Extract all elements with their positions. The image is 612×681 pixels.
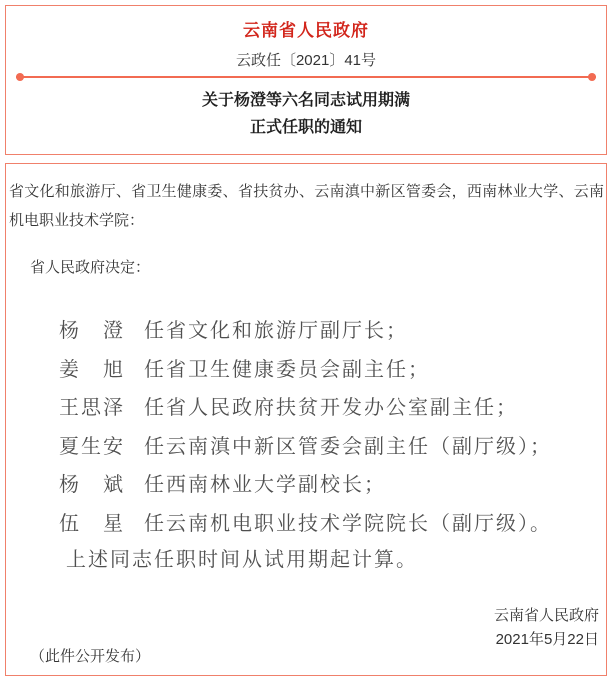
appointment-post: 任云南机电职业技术学院院长（副厅级）。 bbox=[144, 510, 552, 535]
appointment-row bbox=[59, 504, 606, 543]
appointee-name: 杨 斌 bbox=[59, 472, 125, 496]
signature-block bbox=[494, 604, 599, 652]
appointment-post: 任省文化和旅游厅副厅长； bbox=[144, 318, 408, 342]
header-box bbox=[5, 5, 607, 155]
closing-line: 上述同志任职时间从试用期起计算。 bbox=[66, 547, 418, 571]
divider-dot-right-icon bbox=[588, 73, 596, 81]
public-release-note: （此件公开发布） bbox=[30, 648, 151, 665]
appointment-post: 任省卫生健康委员会副主任； bbox=[144, 356, 430, 381]
doc-number: 云政任〔2021〕41号 bbox=[235, 52, 377, 69]
gov-title: 云南省人民政府 bbox=[243, 21, 369, 40]
appointment-post: 任云南滇中新区管委会副主任（副厅级）； bbox=[144, 433, 552, 458]
divider-dot-left-icon bbox=[16, 73, 24, 81]
appointee-name: 姜 旭 bbox=[59, 356, 125, 381]
appointment-row bbox=[59, 388, 606, 427]
appointee-name: 夏生安 bbox=[59, 433, 125, 458]
recipients-paragraph: 省文化和旅游厅、省卫生健康委、省扶贫办、云南滇中新区管委会，西南林业大学、云南机电职业技术学院： bbox=[9, 183, 604, 229]
decision-intro: 省人民政府决定： bbox=[30, 259, 151, 276]
appointment-post: 任西南林业大学副校长； bbox=[144, 472, 386, 496]
appointment-row bbox=[59, 465, 606, 504]
appointee-name: 王思泽 bbox=[59, 395, 125, 419]
signature-date: 2021年5月22日 bbox=[495, 631, 599, 648]
header-divider bbox=[16, 76, 596, 78]
body-box bbox=[5, 163, 607, 676]
appointment-row bbox=[59, 427, 606, 466]
appointments-list bbox=[6, 311, 606, 576]
appointment-row bbox=[59, 311, 606, 350]
notice-title-line1: 关于杨澄等六名同志试用期满 bbox=[201, 92, 410, 109]
appointment-row bbox=[59, 350, 606, 389]
notice-title-line2: 正式任职的通知 bbox=[249, 119, 362, 136]
appointee-name: 伍 星 bbox=[59, 510, 125, 535]
appointee-name: 杨 澄 bbox=[59, 318, 125, 342]
signature-issuer: 云南省人民政府 bbox=[493, 607, 599, 624]
appointment-post: 任省人民政府扶贫开发办公室副主任； bbox=[144, 395, 518, 419]
